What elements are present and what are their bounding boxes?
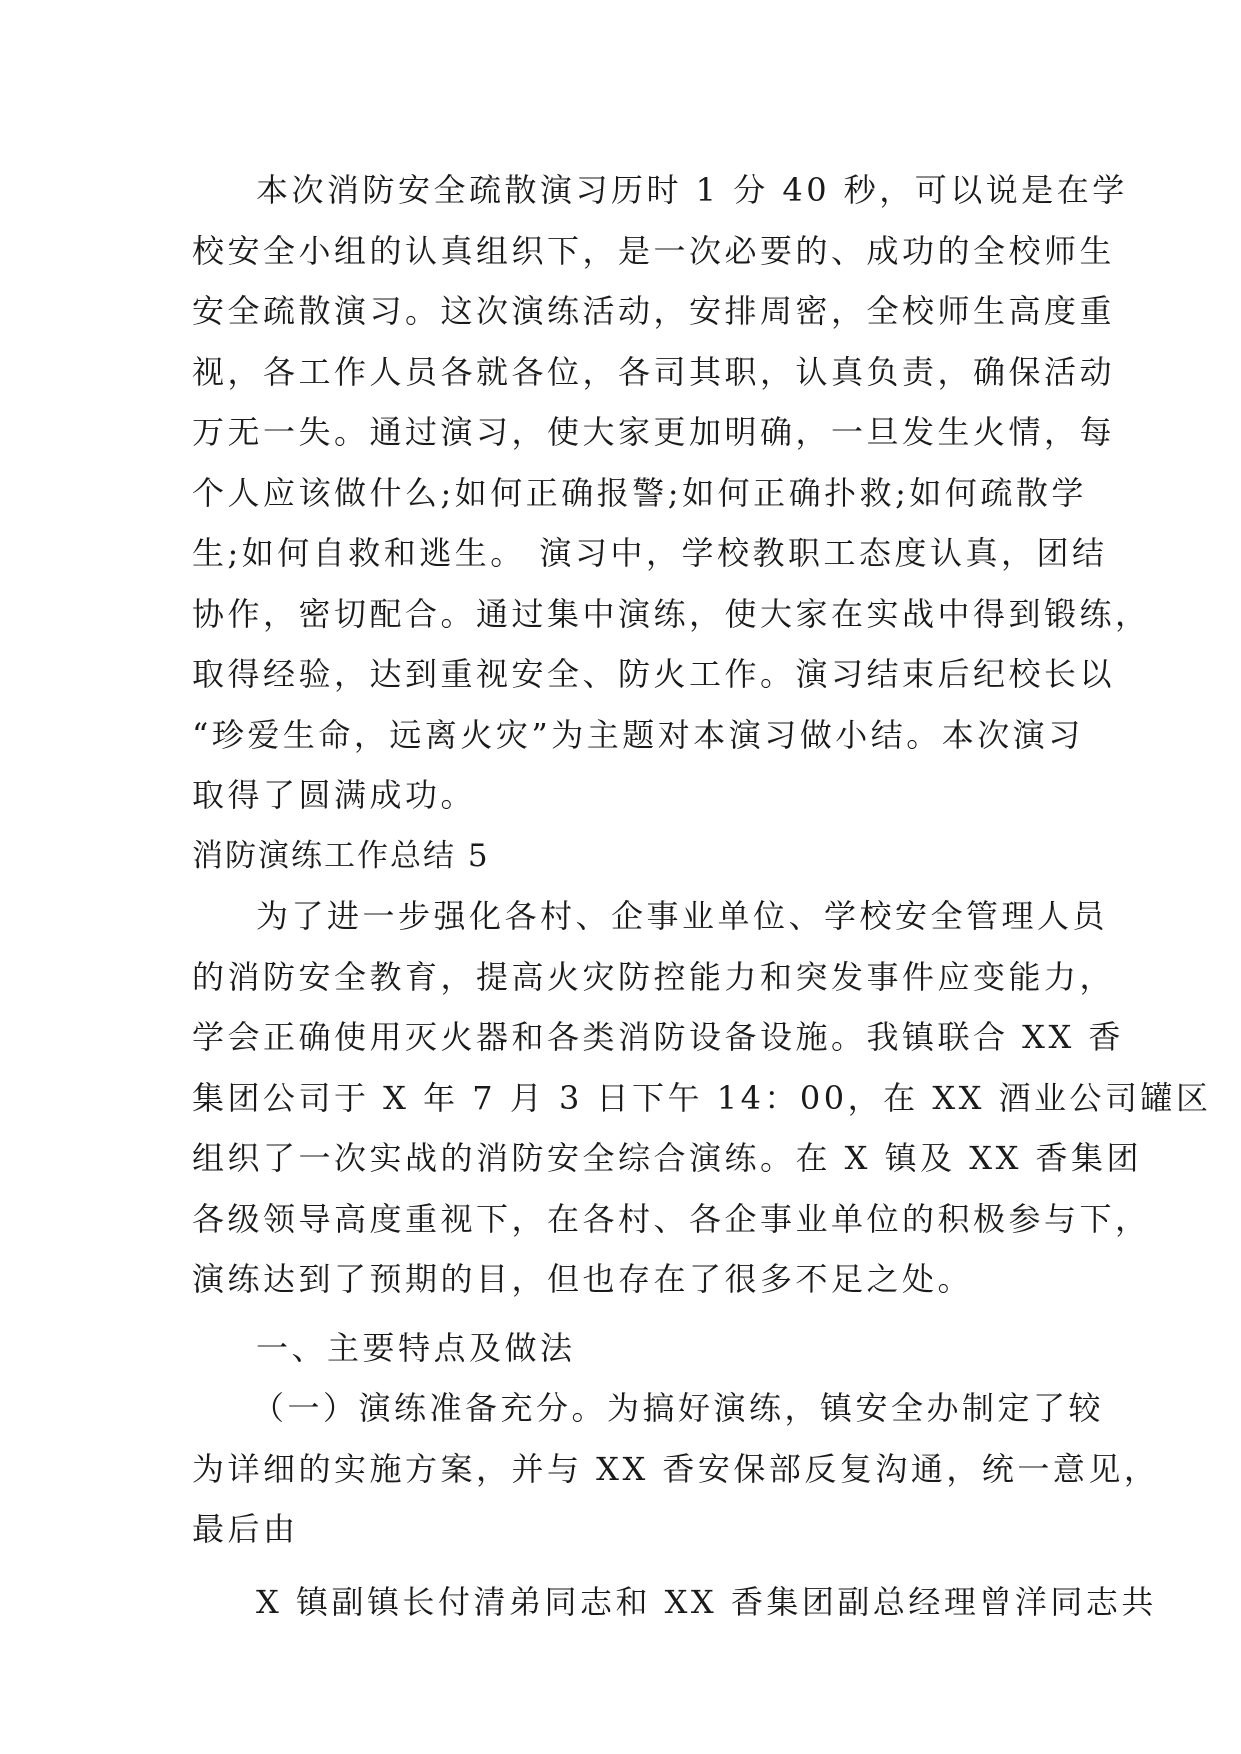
- paragraph-4: [192, 1572, 1157, 1633]
- paragraph-line: 各级领导高度重视下，在各村、各企事业单位的积极参与下，: [192, 1199, 1151, 1238]
- paragraph-1: [192, 160, 1151, 826]
- paragraph-2: [192, 886, 1212, 1310]
- paragraph-line: 组织了一次实战的消防安全综合演练。在 X 镇及 XX 香集团: [192, 1139, 1143, 1177]
- paragraph-line: 取得经验，达到重视安全、防火工作。演习结束后纪校长以: [192, 655, 1116, 693]
- paragraph-line: “珍爱生命，远离火灾”为主题对本演习做小结。本次演习: [192, 715, 1084, 754]
- paragraph-line: 演练达到了预期的目，但也存在了很多不足之处。: [192, 1260, 974, 1298]
- subheading: 一、主要特点及做法: [256, 1328, 576, 1367]
- paragraph-line: 最后由: [192, 1510, 299, 1548]
- paragraph-line: （一）演练准备充分。为搞好演练，镇安全办制定了较: [252, 1389, 1105, 1427]
- paragraph-line: 为了进一步强化各村、企事业单位、学校安全管理人员: [256, 897, 1109, 935]
- paragraph-line: 取得了圆满成功。: [192, 776, 477, 814]
- paragraph-line: 的消防安全教育，提高火灾防控能力和突发事件应变能力，: [192, 957, 1116, 996]
- paragraph-line: 安全疏散演习。这次演练活动，安排周密，全校师生高度重: [192, 292, 1116, 330]
- paragraph-line: 学会正确使用灭火器和各类消防设备设施。我镇联合 XX 香: [192, 1018, 1124, 1056]
- document-body: [192, 160, 1212, 1632]
- paragraph-line: 为详细的实施方案，并与 XX 香安保部反复沟通，统一意见，: [192, 1449, 1160, 1488]
- paragraph-line: 协作，密切配合。通过集中演练，使大家在实战中得到锻练，: [192, 594, 1151, 633]
- paragraph-line: X 镇副镇长付清弟同志和 XX 香集团副总经理曾洋同志共: [256, 1582, 1157, 1621]
- paragraph-line: 万无一失。通过演习，使大家更加明确，一旦发生火情，每: [192, 413, 1116, 451]
- paragraph-3: [192, 1378, 1160, 1560]
- paragraph-line: 本次消防安全疏散演习历时 1 分 40 秒，可以说是在学: [256, 171, 1128, 209]
- paragraph-line: 校安全小组的认真组织下，是一次必要的、成功的全校师生: [192, 231, 1116, 270]
- paragraph-line: 集团公司于 X 年 7 月 3 日下午 14：00，在 XX 酒业公司罐区: [192, 1078, 1212, 1117]
- paragraph-line: 个人应该做什么;如何正确报警;如何正确扑救;如何疏散学: [192, 473, 1087, 512]
- paragraph-line: 视，各工作人员各就各位，各司其职，认真负责，确保活动: [192, 352, 1116, 391]
- section-title: 消防演练工作总结 5: [192, 837, 490, 874]
- paragraph-line: 生;如何自救和逃生。 演习中，学校教职工态度认真，团结: [192, 534, 1108, 572]
